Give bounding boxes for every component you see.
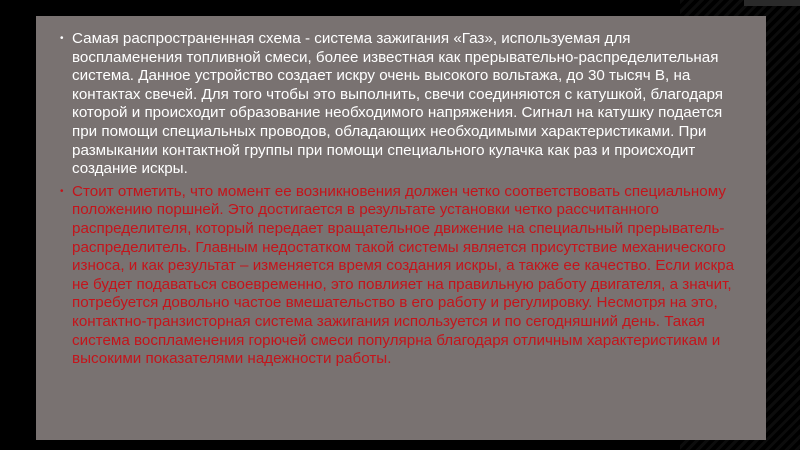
content-panel	[36, 16, 766, 440]
paragraph-timing-note	[60, 183, 736, 369]
paragraph-text: Стоит отметить, что момент ее возникновения должен четко соответствовать специальному положению поршней. Это достигается в результате установки четко рассчитанного распределителя, который передает вращательное движение на специальный прерыватель-распределитель. Главным недостатком такой системы является присутствие механического износа, и как результат – изменяется время создания искры, а также ее качество. Если искра не будет подаваться своевременно, это повлияет на правильную работу двигателя, а значит, потребуется довольно частое вмешательство в его работу и регулировку. Несмотря на это, контактно-транзисторная система зажигания используется и по сегодняшний день. Такая система воспламенения горючей смеси популярна благодаря отличным характеристикам и высокими показателями надежности работы.	[72, 182, 735, 368]
decorative-accent-bar	[744, 0, 800, 6]
bullet-marker: •	[60, 185, 64, 197]
paragraph-ignition-system	[60, 30, 736, 179]
paragraph-text: Самая распространенная схема - система зажигания «Газ», используемая для воспламенения топливной смеси, более известная как прерывательно-распределительная система. Данное устройство создает искру очень высокого вольтажа, до 30 тысяч В, на контактах свечей. Для того чтобы это выполнить, свечи соединяются с катушкой, благодаря которой и происходит образование необходимого напряжения. Сигнал на катушку подается при помощи специальных проводов, обладающих необходимыми характеристиками. При размыкании контактной группы при помощи специального кулачка как раз и происходит создание искры.	[72, 30, 724, 178]
bullet-marker: •	[60, 33, 64, 44]
